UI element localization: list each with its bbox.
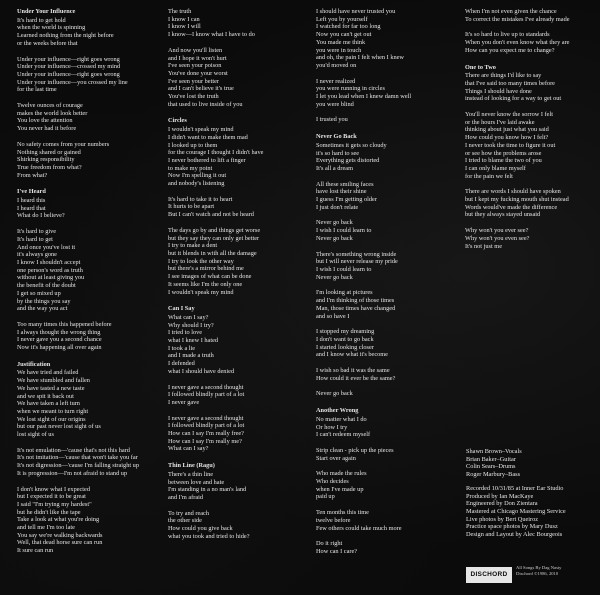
lyric-line: I followed blindly part of a lot — [168, 422, 245, 430]
lyric-line: Shirking responsibility — [17, 156, 75, 164]
stanza — [17, 321, 165, 352]
lyric-line: or the hours I've laid awake — [465, 118, 535, 126]
stanza — [316, 390, 464, 398]
lyric-line: or see how the problems arose — [465, 149, 542, 157]
lyric-line: Under your influence—right goes wrong — [17, 55, 120, 63]
lyric-line: What do I believe? — [17, 212, 65, 220]
lyric-line: I wish I could learn to — [316, 265, 372, 273]
lyric-line: I'm looking at pictures — [316, 289, 373, 297]
stanza — [465, 111, 597, 180]
stanza — [168, 415, 316, 454]
song — [168, 8, 316, 108]
lyric-line: I see images of what can be done — [168, 273, 252, 281]
song — [17, 361, 165, 555]
lyric-line: I said "I'm trying my hardest" — [17, 500, 92, 508]
stanza — [168, 227, 316, 296]
lyric-line: No matter what I do — [316, 415, 367, 423]
lyric-line: I heard this — [17, 197, 46, 205]
lyric-line: but it blends in with all the damage — [168, 249, 257, 257]
stanza — [17, 56, 165, 95]
lyric-line: I never bothered to lift a finger — [168, 156, 246, 164]
lyric-line: and the way you act — [17, 305, 68, 313]
stanza — [316, 447, 464, 462]
production-credit: Engineered by Don Zientara — [466, 500, 538, 508]
lyric-line: Now it's happening all over again — [17, 344, 102, 352]
lyric-line: You made me think — [316, 38, 366, 46]
lyric-line: I followed blindly part of a lot — [168, 391, 245, 399]
column-2 — [168, 8, 316, 549]
lyric-line: what I knew I hated — [168, 337, 219, 345]
lyric-line: I heard that — [17, 204, 46, 212]
lyric-line: I know I shouldn't accept — [17, 258, 81, 266]
lyric-line: The days go by and things get worse — [168, 226, 261, 234]
stanza — [17, 141, 165, 180]
lyric-line: and we spit it back out — [17, 392, 74, 400]
lyric-line: I always thought the wrong thing — [17, 328, 101, 336]
stanza — [316, 470, 464, 501]
lyric-line: Take a look at what you're doing — [17, 516, 100, 524]
lyric-line: Who decides — [316, 478, 349, 486]
lyric-line: and I'm afraid — [168, 493, 204, 501]
lyric-line: I try to look the other way — [168, 257, 234, 265]
lyric-line: And now you'll listen — [168, 46, 223, 54]
lyric-line: To try and reach — [168, 509, 209, 517]
lyric-line: It's not digression—'cause I'm falling straight up — [17, 462, 139, 470]
lyric-line: Never go back — [316, 234, 353, 242]
lyric-line: To correct the mistakes I've already made — [465, 15, 570, 23]
lyric-line: I trusted you — [316, 116, 348, 124]
lyric-line: instead of looking for a way to get out — [465, 95, 562, 103]
stanza — [316, 78, 464, 109]
stanza — [17, 228, 165, 313]
stanza — [316, 509, 464, 532]
member-credit: Colin Sears–Drums — [466, 463, 516, 471]
member-credit: Roger Marbury–Bass — [466, 471, 521, 479]
song — [168, 462, 316, 540]
lyric-line: It sure can run — [17, 547, 54, 555]
song — [465, 8, 597, 55]
lyric-line: We have tasted a new taste — [17, 384, 85, 392]
lyric-line: We lost sight of our origins — [17, 415, 86, 423]
lyric-line: It is progression—I'm not afraid to stand up — [17, 469, 128, 477]
lyric-line: that I've said too many times before — [465, 79, 555, 87]
lyric-line: How could you give back — [168, 525, 233, 533]
production-credit: Design and Layout by Alec Bourgeois — [466, 531, 563, 539]
lyric-line: Nothing shared or gained — [17, 148, 81, 156]
lyric-line: I can only blame myself — [465, 164, 526, 172]
member-credit: Shawn Brown–Vocals — [466, 448, 522, 455]
stanza — [168, 510, 316, 541]
lyric-line: but he didn't like the tape — [17, 508, 81, 516]
lyric-line: Now I'm spelling it out — [168, 172, 227, 180]
song-title: Thin Line (Ragu) — [168, 462, 215, 470]
lyric-line: I wouldn't speak my mind — [168, 126, 234, 134]
song-title: Justification — [17, 360, 51, 368]
lyric-line: but they say they can only get better — [168, 234, 260, 242]
lyric-line: Too many times this happened before — [17, 320, 112, 328]
lyric-line: It's hard to give — [17, 228, 57, 236]
lyric-line: It's all a dream — [316, 164, 353, 172]
lyric-line: I never realized — [316, 77, 356, 85]
stanza — [17, 447, 165, 478]
lyric-line: Who made the rules — [316, 470, 367, 478]
lyric-line: and so have I — [316, 312, 350, 320]
lyric-line: I've seen your better — [168, 77, 219, 85]
lyric-line: I didn't want to make them mad — [168, 133, 248, 141]
lyric-line: Twelve ounces of courage — [17, 102, 83, 110]
fine-print — [516, 565, 561, 576]
lyric-line: it's so hard to see — [316, 149, 360, 157]
lyric-line: From what? — [17, 171, 48, 179]
lyric-line: Strip clean - pick up the pieces — [316, 446, 394, 454]
lyric-line: but I kept my fucking mouth shut instead — [465, 196, 569, 204]
lyric-line: and I can't believe it's true — [168, 85, 234, 93]
stanza — [316, 367, 464, 382]
lyric-line: lost sight of us — [17, 431, 54, 439]
lyric-line: when we meant to turn right — [17, 407, 89, 415]
lyric-line: You love the attention — [17, 117, 73, 125]
stanza — [17, 17, 165, 48]
footer — [466, 563, 600, 593]
stanza — [168, 47, 316, 109]
lyric-line: I should have never trusted you — [316, 8, 396, 15]
column-4 — [465, 8, 597, 259]
lyric-line: I took a lie — [168, 344, 196, 352]
lyric-line: There are things I'd like to say — [465, 72, 542, 80]
song — [17, 8, 165, 179]
stanza — [17, 102, 165, 133]
lyric-line: Or how I try — [316, 423, 348, 431]
stanza — [465, 72, 597, 103]
lyric-line: between love and hate — [168, 478, 225, 486]
lyric-line: I watched for far too long — [316, 23, 381, 31]
lyric-line: All these smiling faces — [316, 180, 374, 188]
lyric-line: when the world is spinning — [17, 24, 86, 32]
lyric-line: and I made a truth — [168, 352, 214, 360]
lyric-line: Everything gets distorted — [316, 157, 380, 165]
stanza — [465, 227, 597, 250]
lyric-line: And once you've lost it — [17, 243, 76, 251]
lyric-line: I've seen your poison — [168, 62, 222, 70]
lyric-line: makes the world look better — [17, 109, 88, 117]
lyric-line: when I've made up — [316, 485, 364, 493]
lyric-line: Ten months this time — [316, 509, 369, 517]
lyric-line: You've done your worst — [168, 69, 228, 77]
lyric-line: or the weeks before that — [17, 39, 78, 47]
lyric-line: I wouldn't speak my mind — [168, 288, 234, 296]
lyric-line: I get so mixed up — [17, 289, 61, 297]
lyric-line: I never took the time to figure it out — [465, 141, 556, 149]
label-logo: DISCHORD — [466, 567, 512, 583]
lyric-line: Why won't you ever see? — [465, 227, 529, 235]
stanza — [465, 188, 597, 219]
lyric-line: I just don't relate — [316, 203, 359, 211]
lyric-line: and I know what it's become — [316, 351, 388, 359]
stanza — [168, 314, 316, 376]
lyric-line: Never go back — [316, 273, 353, 281]
lyric-line: that used to live inside of you — [168, 100, 243, 108]
lyric-line: by the things you say — [17, 297, 71, 305]
lyric-line: but there's a mirror behind me — [168, 265, 244, 273]
lyric-line: and nobody's listening — [168, 180, 225, 188]
lyric-line: you'd moved on — [316, 61, 357, 69]
column-3 — [316, 8, 464, 565]
lyric-line: and I hope it won't hurt — [168, 54, 227, 62]
lyric-line: Learned nothing from the night before — [17, 32, 114, 40]
stanza — [168, 384, 316, 407]
lyric-line: but they always stayed unsaid — [465, 211, 541, 219]
lyric-line: It hurts to be apart — [168, 203, 215, 211]
lyric-line: I try to make a dent — [168, 242, 218, 250]
lyric-line: I stopped my dreaming — [316, 328, 375, 336]
lyric-line: you were in touch — [316, 46, 362, 54]
column-1 — [17, 8, 165, 564]
lyric-line: I let you lead when I knew damn well — [316, 93, 412, 101]
lyric-line: Why won't you even see? — [465, 234, 530, 242]
lyric-line: I never gave a second thought — [168, 383, 244, 391]
stanza — [17, 486, 165, 555]
lyric-line: but I will never release my pride — [316, 258, 398, 266]
lyric-line: It's not imitation—'cause that won't take you far — [17, 454, 138, 462]
band-members — [466, 448, 596, 479]
lyric-line: There's a thin line — [168, 470, 214, 478]
song-title: One to Two — [465, 63, 496, 71]
lyric-line: Under your influence—right goes wrong — [17, 70, 120, 78]
stanza — [17, 197, 165, 220]
lyric-line: for the last time — [17, 86, 57, 94]
lyric-line: You never had it before — [17, 125, 77, 133]
lyric-line: and tell me I'm too late — [17, 524, 75, 532]
lyric-line: We have taken a left turn — [17, 400, 80, 408]
lyric-line: Man, those times have changed — [316, 304, 396, 312]
song-title: Circles — [168, 117, 187, 125]
fine-print-line: Dischord ©1986, 2010 — [516, 570, 559, 576]
lyric-line: the benefit of the doubt — [17, 282, 76, 290]
lyric-line: the other side — [168, 517, 202, 525]
lyric-line: Things I should have done — [465, 87, 532, 95]
production-credit: Live photos by Bert Queiroz — [466, 515, 539, 523]
stanza — [316, 328, 464, 359]
fine-print-line: All Songs By Dag Nasty — [516, 565, 562, 570]
song — [316, 8, 464, 124]
lyric-line: There's something wrong inside — [316, 250, 397, 258]
lyric-line: you were running in circles — [316, 85, 385, 93]
lyric-line: Why should I try? — [168, 321, 214, 329]
stanza — [168, 8, 316, 39]
lyric-line: Well, that dead horse sure can run — [17, 539, 103, 547]
lyric-line: It's hard to take it to heart — [168, 195, 233, 203]
production-credit: Mastered at Chicago Mastering Service — [466, 507, 566, 515]
lyric-line: I know I can — [168, 15, 200, 23]
lyric-line: I wish I could learn to — [316, 227, 372, 235]
stanza — [168, 126, 316, 188]
lyric-line: it's always gone — [17, 251, 57, 259]
stanza — [465, 31, 597, 54]
lyric-line: It's so hard to live up to standards — [465, 31, 550, 39]
lyric-line: What can I say? — [168, 313, 209, 321]
lyric-line: I looked up to them — [168, 141, 218, 149]
lyric-line: I know I will — [168, 23, 201, 31]
stanza — [316, 251, 464, 282]
lyric-line: without at least giving you — [17, 274, 85, 282]
lyric-line: what you took and tried to hide? — [168, 532, 250, 540]
song — [168, 117, 316, 296]
lyric-line: You'll never know the sorrow I felt — [465, 111, 553, 119]
production-credit: Produced by Ian MacKaye — [466, 492, 534, 500]
lyric-line: to make my point — [168, 164, 213, 172]
member-credit: Brian Baker–Guitar — [466, 455, 516, 463]
lyric-line: I started looking closer — [316, 343, 374, 351]
credits — [466, 448, 596, 539]
lyric-line: Words would've made the difference — [465, 203, 558, 211]
production-credit: Practice space photos by Mary Dusz — [466, 523, 558, 531]
lyric-line: It seems like I'm the only one — [168, 280, 243, 288]
lyric-line: Left you by yourself — [316, 15, 368, 23]
lyric-line: have lost their shine — [316, 188, 367, 196]
production-credits — [466, 485, 596, 539]
lyric-line: what I should have denied — [168, 367, 235, 375]
lyric-line: I guess I'm getting older — [316, 196, 377, 204]
song-title: Can I Say — [168, 305, 195, 313]
lyric-line: one person's word as truth — [17, 266, 83, 274]
lyric-line: How could it ever be the same? — [316, 374, 396, 382]
lyric-line: It's hard to get hold — [17, 16, 66, 24]
song-title: Under Your Influence — [17, 8, 76, 15]
song-title: I've Heard — [17, 188, 46, 196]
lyric-line: I can't redeem myself — [316, 431, 371, 439]
lyric-line: and oh, the pain I felt when I knew — [316, 54, 404, 62]
song — [316, 133, 464, 398]
lyric-line: I don't know what I expected — [17, 485, 91, 493]
lyric-line: I never gave a second thought — [168, 414, 244, 422]
lyric-line: Now you can't get out — [316, 31, 372, 39]
lyric-line: I don't want to go back — [316, 335, 374, 343]
lyric-line: How can I care? — [316, 547, 358, 555]
lyric-line: When you don't even know what they are — [465, 39, 570, 47]
lyric-line: You say we're walking backwards — [17, 531, 103, 539]
lyric-line: You've lost the truth — [168, 93, 219, 101]
song — [168, 305, 316, 453]
lyric-line: Never go back — [316, 390, 353, 398]
song — [465, 64, 597, 251]
song-title: Never Go Back — [316, 133, 357, 141]
lyric-line: What can I say? — [168, 445, 209, 453]
lyric-line: I wish so bad it was the same — [316, 367, 390, 375]
lyric-line: Start over again — [316, 454, 356, 462]
lyric-line: but our past never lost sight of us — [17, 423, 101, 431]
stanza — [465, 8, 597, 23]
lyric-line: I defended — [168, 360, 195, 368]
song — [316, 407, 464, 556]
lyric-line: Do it right — [316, 540, 343, 548]
lyric-line: It's hard to get — [17, 235, 53, 243]
lyric-line: and I'm thinking of those times — [316, 297, 395, 305]
lyric-line: We have tried and failed — [17, 369, 79, 377]
lyric-line: Never go back — [316, 219, 353, 227]
stanza — [316, 8, 464, 70]
lyric-line: but I expected it to be great — [17, 493, 86, 501]
stanza — [316, 416, 464, 439]
stanza — [316, 219, 464, 242]
lyric-line: How can you expect me to change? — [465, 46, 555, 54]
lyric-line: How could you know how I felt? — [465, 134, 549, 142]
lyric-line: But I can't watch and not be heard — [168, 211, 254, 219]
lyric-line: I'm standing in a no man's land — [168, 486, 247, 494]
lyric-line: Under your influence—crossed my mind — [17, 63, 121, 71]
lyric-line: True freedom from what? — [17, 163, 82, 171]
production-credit: Recorded 10/31/85 at Inner Ear Studio — [466, 484, 564, 492]
lyric-line: I know—I know what I have to do — [168, 31, 255, 39]
lyric-line: It's not just me — [465, 242, 502, 250]
lyric-line: No safety comes from your numbers — [17, 140, 110, 148]
lyric-line: We have stumbled and fallen — [17, 377, 90, 385]
lyric-line: Few others could take much more — [316, 524, 402, 532]
song — [17, 188, 165, 351]
lyric-line: I never gave — [168, 398, 200, 406]
lyric-line: When I'm not even given the chance — [465, 8, 557, 15]
lyric-line: thinking about just what you said — [465, 126, 549, 134]
stanza — [168, 471, 316, 502]
lyric-line: Under your influence—you crossed my line — [17, 78, 128, 86]
lyric-line: I tried to love — [168, 329, 203, 337]
lyric-line: I never gave you a second chance — [17, 336, 102, 344]
lyric-line: for the pain we felt — [465, 172, 513, 180]
lyric-line: you were blind — [316, 100, 354, 108]
song-title: Another Wrong — [316, 407, 359, 415]
lyric-line: How can I say I'm really me? — [168, 437, 242, 445]
stanza — [316, 142, 464, 173]
stanza — [316, 181, 464, 212]
stanza — [316, 289, 464, 320]
lyric-line: How can I say I'm really free? — [168, 430, 244, 438]
lyric-line: There are words I should have spoken — [465, 188, 561, 196]
stanza — [168, 196, 316, 219]
stanza — [17, 369, 165, 438]
lyric-line: paid up — [316, 493, 335, 501]
lyric-line: for the courage I thought I didn't have — [168, 149, 264, 157]
lyric-line: It's not emulation—'cause that's not this hard — [17, 446, 130, 454]
stanza — [316, 116, 464, 124]
lyric-line: The truth — [168, 8, 192, 15]
lyric-line: Sometimes it gets so cloudy — [316, 141, 387, 149]
lyric-line: I tried to blame the two of you — [465, 157, 542, 165]
stanza — [316, 540, 464, 555]
lyric-line: twelve before — [316, 516, 351, 524]
